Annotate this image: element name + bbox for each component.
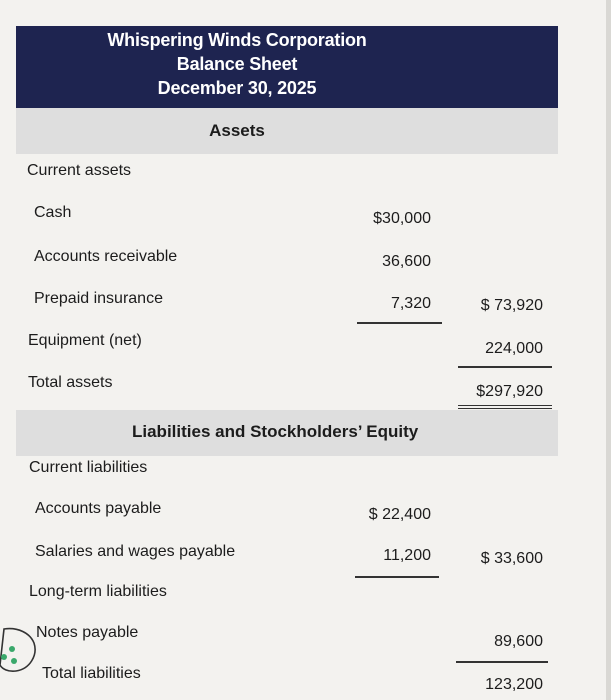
notes-rule bbox=[456, 661, 548, 663]
subtotal-rule bbox=[357, 322, 442, 324]
company-name: Whispering Winds Corporation bbox=[107, 30, 367, 50]
accounts-payable-label: Accounts payable bbox=[35, 500, 162, 517]
total-liabilities-label: Total liabilities bbox=[42, 665, 141, 682]
liabilities-subtotal-rule bbox=[355, 576, 439, 578]
equipment-label: Equipment (net) bbox=[28, 332, 142, 349]
assets-section-header bbox=[16, 108, 558, 154]
current-assets-total: $ 73,920 bbox=[480, 297, 543, 314]
prepaid-insurance-label: Prepaid insurance bbox=[34, 290, 163, 307]
cash-label: Cash bbox=[34, 204, 72, 221]
assets-title: Assets bbox=[209, 121, 265, 140]
current-liabilities-label: Current liabilities bbox=[29, 459, 148, 476]
equipment-rule bbox=[458, 366, 552, 368]
salaries-wages-amount: 11,200 bbox=[383, 547, 431, 564]
total-assets-amount: $297,920 bbox=[476, 383, 543, 400]
notes-payable-amount: 89,600 bbox=[494, 633, 543, 650]
accounts-receivable-label: Accounts receivable bbox=[34, 248, 178, 265]
total-liabilities-amount: 123,200 bbox=[485, 676, 543, 693]
statement-header bbox=[16, 26, 558, 108]
total-assets-double-rule bbox=[458, 405, 552, 409]
equipment-amount: 224,000 bbox=[485, 340, 543, 357]
salaries-wages-label: Salaries and wages payable bbox=[35, 543, 236, 560]
accounts-receivable-amount: 36,600 bbox=[382, 253, 431, 270]
statement-name: Balance Sheet bbox=[176, 54, 298, 74]
total-assets-label: Total assets bbox=[28, 374, 113, 391]
long-term-liabilities-label: Long-term liabilities bbox=[29, 583, 167, 600]
notes-payable-label: Notes payable bbox=[36, 624, 139, 641]
statement-date: December 30, 2025 bbox=[157, 78, 317, 98]
liabilities-title: Liabilities and Stockholders’ Equity bbox=[132, 422, 419, 441]
current-liabilities-total: $ 33,600 bbox=[480, 550, 543, 567]
liabilities-section-header bbox=[16, 410, 558, 456]
current-assets-label: Current assets bbox=[27, 162, 132, 179]
prepaid-insurance-amount: 7,320 bbox=[390, 295, 431, 312]
cash-amount: $30,000 bbox=[373, 210, 431, 227]
cookie-icon[interactable] bbox=[0, 625, 40, 675]
accounts-payable-amount: $ 22,400 bbox=[368, 506, 431, 523]
